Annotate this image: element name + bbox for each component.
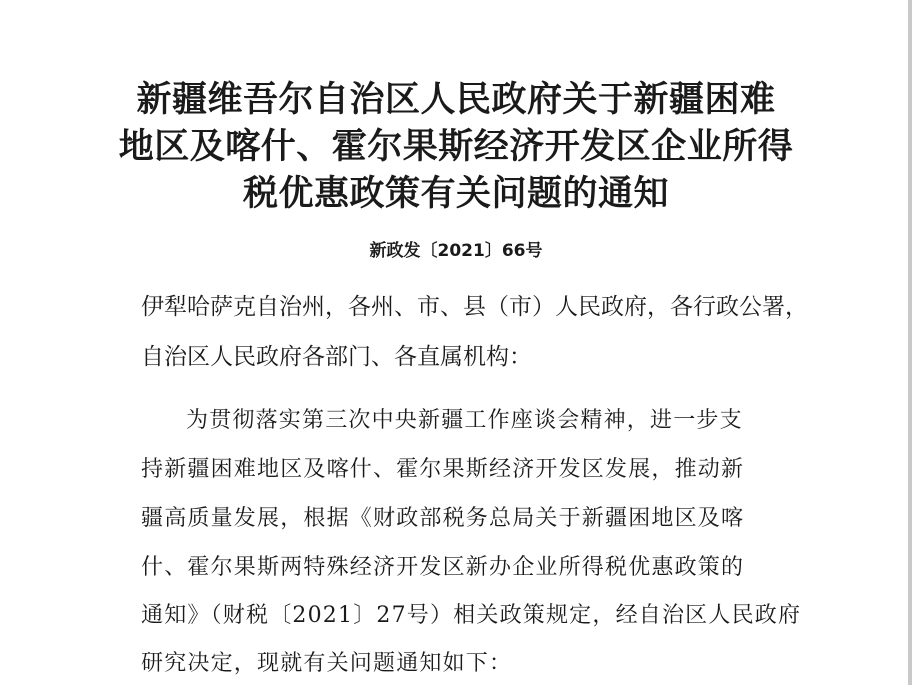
body-line-2: 持新疆困难地区及喀什、霍尔果斯经济开发区发展，推动新 bbox=[141, 457, 745, 482]
body-line-3: 疆高质量发展，根据《财政部税务总局关于新疆困地区及喀 bbox=[141, 506, 745, 531]
addressee-line-2: 自治区人民政府各部门、各直属机构： bbox=[141, 344, 532, 370]
addressee-line-1: 伊犁哈萨克自治州，各州、市、县（市）人民政府，各行政公署， bbox=[141, 294, 808, 320]
document-title-line-2: 地区及喀什、霍尔果斯经济开发区企业所得 bbox=[118, 127, 794, 167]
body-line-6: 研究决定，现就有关问题通知如下： bbox=[141, 651, 513, 676]
document-title-line-1: 新疆维吾尔自治区人民政府关于新疆困难 bbox=[136, 80, 776, 120]
page-edge-scrollbar bbox=[908, 0, 912, 685]
document-number: 新政发〔2021〕66号 bbox=[369, 241, 543, 261]
body-line-4: 什、霍尔果斯两特殊经济开发区新办企业所得税优惠政策的 bbox=[141, 555, 745, 580]
body-line-1: 为贯彻落实第三次中央新疆工作座谈会精神，进一步支 bbox=[186, 408, 743, 433]
document-title-line-3: 税优惠政策有关问题的通知 bbox=[242, 174, 669, 214]
body-line-5: 通知》（财税〔2021〕27号）相关政策规定，经自治区人民政府 bbox=[141, 603, 802, 628]
